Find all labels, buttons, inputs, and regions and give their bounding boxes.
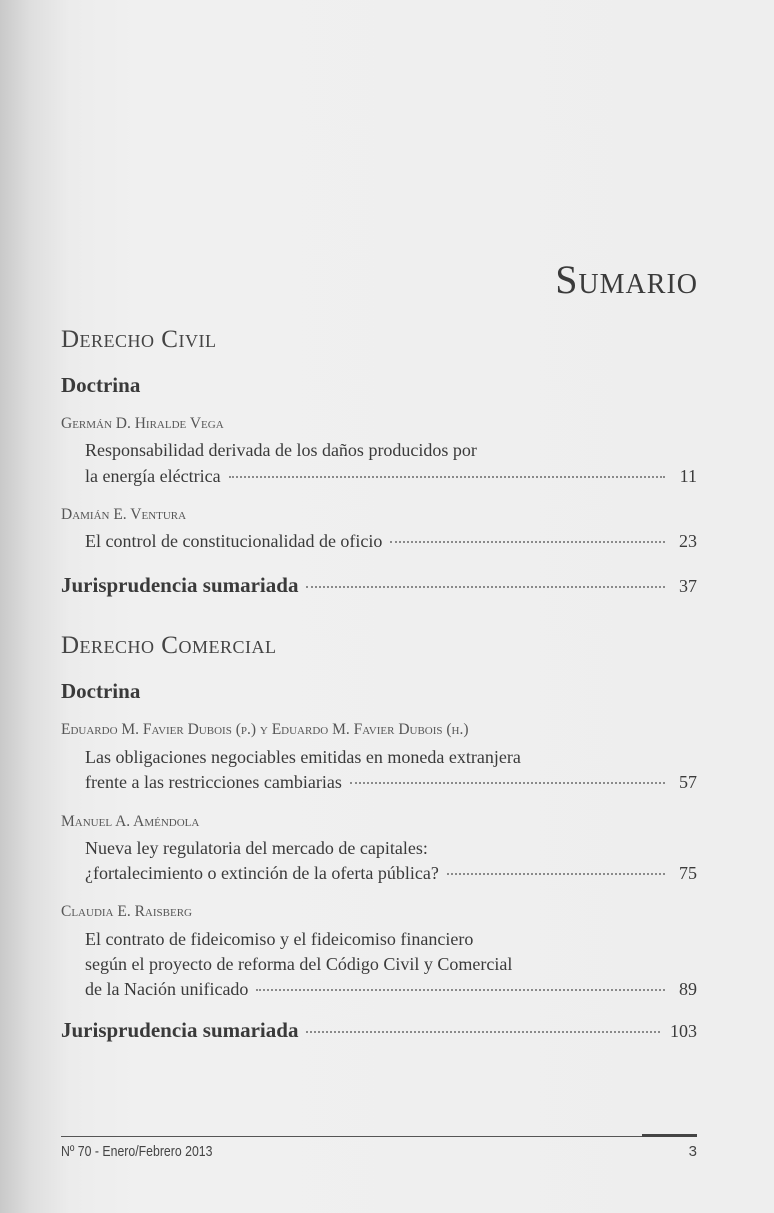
page-number: 23 (679, 531, 697, 551)
page-number: 37 (679, 576, 697, 596)
entry-author: Claudia E. Raisberg (61, 903, 192, 920)
page-number: 57 (679, 772, 697, 792)
entry-author: Germán D. Hiralde Vega (61, 415, 224, 432)
page-title: Sumario (555, 257, 698, 302)
entry-title-line: El control de constitucionalidad de oficio (85, 531, 383, 551)
dot-leader (306, 1031, 660, 1033)
page-number: 103 (670, 1021, 697, 1041)
entry-title-line: Responsabilidad derivada de los daños producidos por (85, 440, 477, 460)
entry-title-line: Nueva ley regulatoria del mercado de capitales: (85, 838, 428, 858)
entry-title-line: El contrato de fideicomiso y el fideicomiso financiero (85, 929, 474, 949)
footer-page-number: 3 (688, 1143, 697, 1160)
toc-entry[interactable] (85, 531, 697, 552)
doctrina-label: Doctrina (61, 373, 141, 397)
toc-entry[interactable] (85, 863, 697, 884)
section-heading-derecho-comercial: Derecho Comercial (61, 632, 277, 659)
footer-issue: Nº 70 - Enero/Febrero 2013 (61, 1143, 213, 1160)
footer-rule-accent (642, 1134, 697, 1137)
entry-title-line: según el proyecto de reforma del Código Civil y Comercial (85, 954, 513, 974)
toc-entry[interactable] (85, 772, 697, 793)
dot-leader (447, 873, 665, 875)
doctrina-label: Doctrina (61, 679, 141, 703)
toc-entry[interactable] (85, 466, 697, 487)
section-heading-derecho-civil: Derecho Civil (61, 326, 217, 353)
toc-entry[interactable] (85, 979, 697, 1000)
entry-author: Damián E. Ventura (61, 506, 187, 523)
jurisprudencia-label: Jurisprudencia sumariada (61, 1018, 299, 1042)
entry-author: Eduardo M. Favier Dubois (p.) y Eduardo M. Favier Dubois (h.) (61, 721, 469, 738)
page-number: 75 (679, 863, 697, 883)
dot-leader (256, 989, 665, 991)
dot-leader (390, 541, 665, 543)
toc-entry-jurisprudencia[interactable] (61, 1018, 697, 1043)
entry-title-line: la energía eléctrica (85, 466, 221, 486)
entry-author: Manuel A. Améndola (61, 813, 200, 830)
dot-leader (229, 476, 665, 478)
page-number: 89 (679, 979, 697, 999)
entry-title-line: Las obligaciones negociables emitidas en moneda extranjera (85, 747, 521, 767)
jurisprudencia-label: Jurisprudencia sumariada (61, 573, 299, 597)
entry-title-line: ¿fortalecimiento o extinción de la oferta pública? (85, 863, 439, 883)
entry-title-line: de la Nación unificado (85, 979, 249, 999)
footer-rule (61, 1136, 697, 1137)
toc-entry-jurisprudencia[interactable] (61, 573, 697, 598)
dot-leader (306, 586, 665, 588)
page-number: 11 (679, 466, 697, 486)
dot-leader (350, 782, 665, 784)
entry-title-line: frente a las restricciones cambiarias (85, 772, 342, 792)
